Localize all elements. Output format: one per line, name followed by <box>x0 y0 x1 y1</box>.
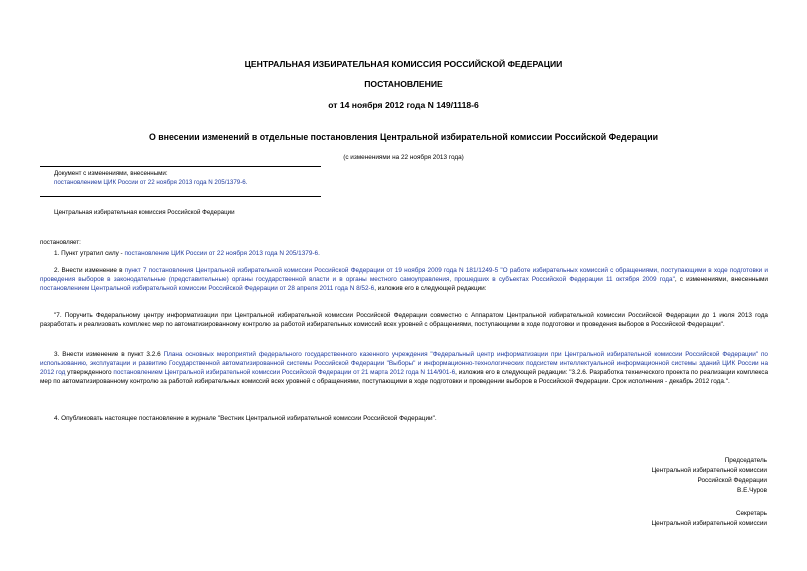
chair-org-line-1: Центральной избирательной комиссии <box>651 467 767 474</box>
amended-note: (с изменениями на 22 ноября 2013 года) <box>343 154 464 161</box>
paragraph-2-link-2[interactable]: постановлением Центральной избирательной комиссии Российской Федерации от 28 апреля 2011 года N 8/52-6 <box>40 284 375 292</box>
paragraph-3 <box>40 351 768 387</box>
amendments-label: Документ с изменениями, внесенными: <box>54 170 168 177</box>
paragraph-3-link-1[interactable]: Плана основных мероприятий федерального государственного казенного учреждения "Федеральный центр информатизации при Центральной избирательной комиссии Российской Федерации" по использованию, эксплуатации и развитию Государственной автоматизированной системы Российской Федерации "Выборы" и информационно-технологических подсистем интеллектуальной информационной системы зданий ЦИК России на 2012 год <box>40 351 768 376</box>
quote-paragraph-7: "7. Поручить Федеральному центру информатизации при Центральной избирательной комиссии Российской Федерации совместно с Аппаратом Центральной избирательной комиссии Российской Федерации до 1 июля 2013 года разработать и реализовать комплекс мер по автоматизированному контролю за работой избирательных комиссий всех уровней с обращениями, поступающими в ходе подготовки и проведения выборов в Российской Федерации". <box>40 312 768 328</box>
paragraph-2-link-1[interactable]: пункт 7 постановления Центральной избирательной комиссии Российской Федерации от 19 ноября 2009 года N 181/1249-5 "О работе избирательных комиссий с обращениями, поступающими в ходе подготовки и проведения выборов в законодательные (представительные) органы государственной власти и в органы местного самоуправления, прошедших в субъектах Российской Федерации 11 октября 2009 года" <box>40 267 768 283</box>
paragraph-2 <box>40 267 768 294</box>
paragraph-1-link[interactable]: постановление ЦИК России от 22 ноября 2013 года N 205/1379-6. <box>124 250 320 257</box>
document-date-number: от 14 ноября 2012 года N 149/1118-6 <box>328 100 479 110</box>
resolves-label: постановляет: <box>40 239 81 246</box>
paragraph-1 <box>40 250 768 259</box>
secretary-org: Центральной избирательной комиссии <box>651 520 767 527</box>
paragraph-3-text-a: 3. Внести изменение в пункт 3.2.6 <box>54 351 164 358</box>
chair-signature <box>651 456 767 496</box>
paragraph-2-text-a: 2. Внести изменение в <box>54 267 125 274</box>
paragraph-3-text-c: , изложив его в следующей редакции: "3.2.6. Разработка технического проекта по реализации комплекса мер по автоматизированному контролю за работой избирательных комиссий всех уровней с обращениями, поступающими в ходе подготовки и проведении выборов в Российской Федерации. Срок исполнения - декабрь 2012 года.". <box>40 368 768 385</box>
chair-org-line-2: Российской Федерации <box>697 477 767 484</box>
issuer: Центральная избирательная комиссия Российской Федерации <box>54 209 235 216</box>
paragraph-2-text-b: , с изменениями, внесенными <box>674 275 768 283</box>
paragraph-4: 4. Опубликовать настоящее постановление в журнале "Вестник Центральной избирательной комиссии Российской Федерации". <box>54 415 437 422</box>
commission-name: ЦЕНТРАЛЬНАЯ ИЗБИРАТЕЛЬНАЯ КОМИССИЯ РОССИЙСКОЙ ФЕДЕРАЦИИ <box>244 59 563 69</box>
amendment-link[interactable]: постановлением ЦИК России от 22 ноября 2013 года N 205/1379-6. <box>54 178 248 186</box>
document-type: ПОСТАНОВЛЕНИЕ <box>364 79 443 89</box>
paragraph-3-text-b: утвержденного <box>65 368 114 376</box>
chair-name: В.Е.Чуров <box>737 487 767 494</box>
amendments-box <box>54 170 354 187</box>
secretary-signature <box>651 509 767 529</box>
chair-title: Председатель <box>724 457 767 464</box>
amendments-top-rule <box>40 166 321 167</box>
amendments-bottom-rule <box>40 196 321 197</box>
secretary-title: Секретарь <box>735 510 767 517</box>
document-title: О внесении изменений в отдельные постановления Центральной избирательной комиссии Российской Федерации <box>148 132 659 142</box>
paragraph-1-text: 1. Пункт утратил силу - <box>54 250 125 257</box>
paragraph-2-text-c: , изложив его в следующей редакции: <box>374 284 487 292</box>
paragraph-3-link-2[interactable]: постановлением Центральной избирательной комиссии Российской Федерации от 21 марта 2012 года N 114/901-6 <box>113 368 456 376</box>
